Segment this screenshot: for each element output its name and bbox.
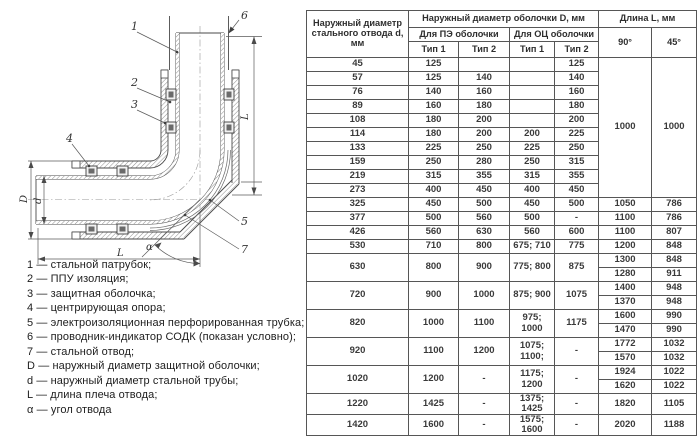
table-cell: 820 (307, 310, 409, 338)
table-row (307, 415, 697, 436)
table-cell: 848 (652, 254, 697, 268)
table-cell: 1000 (599, 58, 652, 198)
table-cell: 125 (555, 58, 599, 72)
table-cell: 990 (652, 310, 697, 324)
table-cell: 911 (652, 268, 697, 282)
table-cell: 450 (459, 184, 510, 198)
header-oc-casing: Для ОЦ оболочки (510, 28, 599, 42)
table-cell: 786 (652, 198, 697, 212)
table-cell: 180 (409, 128, 459, 142)
legend-item: L — длина плеча отвода; (27, 389, 158, 402)
table-cell: 315 (555, 156, 599, 170)
dim-label-alpha: α (146, 242, 153, 253)
table-cell: 990 (652, 324, 697, 338)
table-row (307, 198, 697, 212)
table-cell: 560 (459, 212, 510, 226)
table-cell: 1000 (652, 58, 697, 198)
header-oc-type1: Тип 1 (510, 42, 555, 58)
table-cell: 400 (510, 184, 555, 198)
table-cell: 1200 (409, 366, 459, 394)
table-cell: 1032 (652, 352, 697, 366)
table-cell: 786 (652, 212, 697, 226)
table-cell: 1175 (555, 310, 599, 338)
table-cell: 1022 (652, 366, 697, 380)
table-cell: 500 (555, 198, 599, 212)
table-cell: 140 (459, 72, 510, 86)
table-cell: 1470 (599, 324, 652, 338)
table-cell: 355 (555, 170, 599, 184)
table-cell: 180 (409, 114, 459, 128)
callout-leaders (72, 20, 239, 249)
legend-item: 2 — ППУ изоляция; (27, 273, 129, 286)
table-cell: 1600 (599, 310, 652, 324)
table-cell: 775; 800 (510, 254, 555, 282)
table-cell: 1600 (409, 415, 459, 436)
table-cell: 775 (555, 240, 599, 254)
table-cell: 108 (307, 114, 409, 128)
table-cell: 125 (409, 58, 459, 72)
table-cell: 875; 900 (510, 282, 555, 310)
table-cell: 140 (555, 72, 599, 86)
table-cell: 280 (459, 156, 510, 170)
table-row (307, 226, 697, 240)
table-cell: 500 (510, 212, 555, 226)
table-cell: 1100 (459, 310, 510, 338)
table-cell: 710 (409, 240, 459, 254)
table-cell: - (459, 366, 510, 394)
table-cell: 250 (510, 156, 555, 170)
table-cell: 200 (510, 128, 555, 142)
table-cell: 975; 1000 (510, 310, 555, 338)
header-pe-casing: Для ПЭ оболочки (409, 28, 510, 42)
table-body (307, 58, 697, 436)
table-cell: 560 (409, 226, 459, 240)
callout-7: 7 (241, 243, 248, 256)
table-cell: 900 (459, 254, 510, 282)
callout-2: 2 (131, 76, 138, 89)
table-cell: - (555, 394, 599, 415)
table-row (307, 366, 697, 380)
table-cell: 250 (459, 142, 510, 156)
table-cell: 500 (459, 198, 510, 212)
table-cell: 675; 710 (510, 240, 555, 254)
table-cell: 315 (409, 170, 459, 184)
table-cell: 325 (307, 198, 409, 212)
header-casing-diameter: Наружный диаметр оболочки D, мм (409, 11, 599, 28)
table-cell: 76 (307, 86, 409, 100)
table-cell: 630 (307, 254, 409, 282)
elbow-technical-drawing (0, 0, 305, 268)
table-cell: 560 (510, 226, 555, 240)
table-cell: 45 (307, 58, 409, 72)
table-cell: 89 (307, 100, 409, 114)
casing (72, 70, 239, 239)
table-cell: 250 (409, 156, 459, 170)
table-cell: 630 (459, 226, 510, 240)
table-cell: 1075; 1100; (510, 338, 555, 366)
table-cell: 377 (307, 212, 409, 226)
table-cell: 500 (409, 212, 459, 226)
table-cell: 1200 (599, 240, 652, 254)
legend-item: 1 — стальной патрубок; (27, 259, 152, 271)
legend-item: D — наружный диаметр защитной оболочки; (27, 360, 260, 373)
table-cell: 57 (307, 72, 409, 86)
header-angle-45: 45° (652, 28, 697, 58)
table-cell: 1420 (307, 415, 409, 436)
table-cell: 1370 (599, 296, 652, 310)
table-cell: 159 (307, 156, 409, 170)
table-cell: 720 (307, 282, 409, 310)
table-cell: 1050 (599, 198, 652, 212)
table-cell: 948 (652, 282, 697, 296)
callout-3: 3 (131, 98, 138, 111)
table-row (307, 212, 697, 226)
legend-item: 6 — проводник-индикатор СОДК (показан условно); (27, 331, 297, 344)
table-cell: 920 (307, 338, 409, 366)
table-cell (510, 58, 555, 72)
table-cell: 219 (307, 170, 409, 184)
table-cell: 160 (555, 86, 599, 100)
callout-5: 5 (241, 215, 248, 228)
table-row (307, 310, 697, 324)
table-cell: 1175; 1200 (510, 366, 555, 394)
table-cell: - (555, 366, 599, 394)
table-row (307, 58, 697, 72)
table-row (307, 282, 697, 296)
table-cell: 848 (652, 240, 697, 254)
table-cell: 2020 (599, 415, 652, 436)
table-cell: 875 (555, 254, 599, 282)
legend-item: 4 — центрирующая опора; (27, 302, 166, 315)
table-cell: 200 (459, 128, 510, 142)
table-cell: 133 (307, 142, 409, 156)
table-cell: 250 (555, 142, 599, 156)
table-cell: 1188 (652, 415, 697, 436)
table-cell: 315 (510, 170, 555, 184)
table-cell: 900 (409, 282, 459, 310)
header-oc-type2: Тип 2 (555, 42, 599, 58)
table-cell: 1300 (599, 254, 652, 268)
dim-label-d: d (33, 197, 44, 204)
table-cell: 450 (409, 198, 459, 212)
table-cell: 530 (307, 240, 409, 254)
table-cell (510, 100, 555, 114)
table-cell: - (555, 415, 599, 436)
legend-item: α — угол отвода (27, 403, 112, 416)
table-row (307, 254, 697, 268)
table-cell: 160 (409, 100, 459, 114)
table-cell: 160 (459, 86, 510, 100)
table-cell: 600 (555, 226, 599, 240)
table-cell (510, 114, 555, 128)
table-cell: 426 (307, 226, 409, 240)
table-cell: 355 (459, 170, 510, 184)
table-cell: 1100 (409, 338, 459, 366)
table-cell: 225 (555, 128, 599, 142)
table-cell: 1924 (599, 366, 652, 380)
table-row (307, 394, 697, 415)
table-cell: 200 (555, 114, 599, 128)
table-cell: 450 (555, 184, 599, 198)
table-cell: 1220 (307, 394, 409, 415)
table-cell: 1200 (459, 338, 510, 366)
table-cell: 1820 (599, 394, 652, 415)
table-cell: 1375; 1425 (510, 394, 555, 415)
table-cell: 1000 (409, 310, 459, 338)
header-steel-diameter: Наружный диаметр стального отвода d, мм (307, 11, 409, 58)
dimensions-table (306, 10, 697, 436)
header-pe-type1: Тип 1 (409, 42, 459, 58)
table-cell: 180 (555, 100, 599, 114)
table-cell: 1000 (459, 282, 510, 310)
table-cell: 140 (409, 86, 459, 100)
table-cell: 114 (307, 128, 409, 142)
steel-pipe (36, 33, 224, 224)
table-cell: 1570 (599, 352, 652, 366)
table-cell: 948 (652, 296, 697, 310)
table-cell: 180 (459, 100, 510, 114)
table-cell: 800 (409, 254, 459, 282)
table-header (307, 11, 697, 58)
dim-label-L-bottom: L (117, 248, 124, 259)
table-cell: 1100 (599, 212, 652, 226)
centerlines (28, 26, 212, 210)
table-cell: 1105 (652, 394, 697, 415)
table-cell: 807 (652, 226, 697, 240)
dim-label-L-right: L (240, 113, 251, 120)
table-cell: - (555, 338, 599, 366)
table-cell: 125 (409, 72, 459, 86)
table-cell: 1020 (307, 366, 409, 394)
dim-label-D: D (19, 194, 30, 203)
table-cell: 273 (307, 184, 409, 198)
table-row (307, 338, 697, 352)
table-cell: 1280 (599, 268, 652, 282)
callout-1: 1 (131, 20, 138, 33)
table-cell: 1620 (599, 380, 652, 394)
table-cell: - (459, 394, 510, 415)
table-cell: 225 (510, 142, 555, 156)
table-cell: 1100 (599, 226, 652, 240)
table-cell: 800 (459, 240, 510, 254)
table-cell: 450 (510, 198, 555, 212)
legend-item: 7 — стальной отвод; (27, 345, 135, 358)
steel-elbow-hatch (36, 33, 223, 223)
header-length: Длина L, мм (599, 11, 697, 28)
table-cell (510, 86, 555, 100)
table-cell: 1022 (652, 380, 697, 394)
table-row (307, 240, 697, 254)
table-cell (459, 58, 510, 72)
table-cell: 1400 (599, 282, 652, 296)
table-cell: 1575; 1600 (510, 415, 555, 436)
table-cell: 1032 (652, 338, 697, 352)
header-pe-type2: Тип 2 (459, 42, 510, 58)
table-cell: 400 (409, 184, 459, 198)
table-cell: 1075 (555, 282, 599, 310)
table-cell (510, 72, 555, 86)
table-cell: 1425 (409, 394, 459, 415)
table-cell: 200 (459, 114, 510, 128)
callout-4: 4 (66, 132, 73, 145)
table-cell: - (459, 415, 510, 436)
legend-item: d — наружный диаметр стальной трубы; (27, 374, 239, 387)
legend-item: 3 — защитная оболочка; (27, 287, 156, 300)
table-cell: 225 (409, 142, 459, 156)
table-cell: 1772 (599, 338, 652, 352)
legend-item: 5 — электроизоляционная перфорированная трубка; (27, 316, 305, 329)
callout-6: 6 (241, 9, 248, 22)
header-angle-90: 90° (599, 28, 652, 58)
table-cell: - (555, 212, 599, 226)
legend (27, 258, 327, 417)
